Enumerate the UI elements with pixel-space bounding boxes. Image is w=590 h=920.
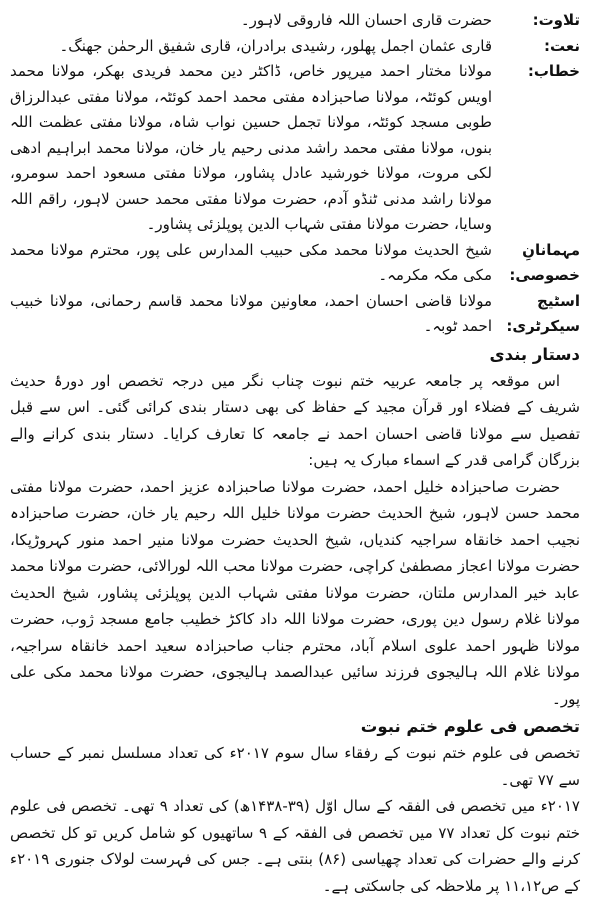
section-heading-takhassus: تخصص فی علوم ختم نبوت	[360, 717, 580, 736]
entry-label: تلاوت:	[532, 11, 580, 29]
entry-label: مہمانانِ خصوصی:	[509, 240, 580, 284]
dastar-intro-paragraph: اس موقعہ پر جامعہ عربیہ ختم نبوت چناب نگر میں درجہ تخصص اور دورۂ حدیث شریف کے فضلاء اور قرآن مجید کے حفاظ کی بھی دستار بندی کرائی گئی۔ اس سے قبل تفصیل سے مولانا قاضی احسان احمد نے جامعہ کا تعارف کرایا۔ دستار بندی کرانے والے بزرگان گرامی قدر کے اسماء مبارک یہ ہیں:	[10, 371, 580, 469]
section-heading-dastar: دستار بندی	[489, 344, 580, 364]
entry-guests	[10, 238, 580, 289]
entry-value: مولانا قاضی احسان احمد، معاونین مولانا محمد قاسم رحمانی، مولانا خبیب احمد ٹوبہ۔	[10, 291, 492, 335]
entry-stage-secretary	[10, 289, 580, 340]
entry-value: حضرت قاری احسان اللہ فاروقی لاہور۔	[240, 11, 492, 29]
takhassus-paragraph-1: تخصص فی علوم ختم نبوت کے رفقاء سال سوم ۲۰۱۷ء کی تعداد مسلسل نمبر کے حساب سے ۷۷ تھی۔	[10, 744, 580, 789]
entry-naat	[10, 34, 580, 60]
takhassus-paragraph-2: ۲۰۱۷ء میں تخصص فی الفقہ کے سال اوّل (۳۹-۱۴۳۸ھ) کی تعداد ۹ تھی۔ تخصص فی علوم ختم نبوت کل تعداد ۷۷ میں تخصص فی الفقہ کے ۹ ساتھیوں کو شامل کریں تو کل تخصص کرنے والے حضرات کی تعداد چھیاسی (۸۶) بنتی ہے۔ جس کی فہرست لولاک جنوری ۲۰۱۹ء کے ص۱۱،۱۲ پر ملاحظہ کی جاسکتی ہے۔	[10, 797, 580, 895]
entry-value: شیخ الحدیث مولانا محمد مکی حبیب المدارس علی پور، محترم مولانا محمد مکی مکہ مکرمہ۔	[10, 240, 492, 284]
entry-tilawat	[10, 8, 580, 34]
entry-label: نعت:	[544, 36, 580, 55]
entry-khitab	[10, 59, 580, 238]
entry-label: خطاب:	[527, 62, 580, 80]
entry-value: قاری عثمان اجمل پھلور، رشیدی برادران، قاری شفیق الرحمٰن جھنگ۔	[59, 36, 492, 55]
entry-value: مولانا مختار احمد میرپور خاص، ڈاکٹر دین محمد فریدی بھکر، مولانا محمد اویس کوئٹہ، مولانا صاحبزادہ مفتی محمد احمد کوئٹہ، مولانا مفتی عبدالرزاق طوبی مسجد کوئٹہ، مولانا تجمل حسین نواب شاہ، مولانا مفتی عظمت اللہ بنوں، مولانا مفتی محمد راشد مدنی رحیم یار خان، مولانا محمد ابراہیم ادھی لکی مروت، مولانا خورشید عادل پشاور، مولانا مفتی مسعود احمد سومرو، مولانا راشد مدنی ٹنڈو آدم، حضرت مولانا مفتی محمد حسن لاہور، راقم اللہ وسایا، حضرت مولانا مفتی شہاب الدین پوپلزئی پشاور۔	[10, 62, 492, 233]
dastar-names-paragraph: حضرت صاحبزادہ خلیل احمد، حضرت مولانا صاحبزادہ عزیز احمد، حضرت مولانا مفتی محمد حسن لاہور، شیخ الحدیث حضرت مولانا خلیل اللہ رحیم یار خان، حضرت صاحبزادہ نجیب احمد خانقاہ سراجیہ کندیاں، شیخ الحدیث حضرت مولانا منیر احمد منور کہروڑپکا، حضرت مولانا اعجاز مصطفیٰ کراچی، حضرت مولانا محب اللہ لورالائی، حضرت مولانا محمد عابد خیر المدارس ملتان، حضرت مولانا مفتی شہاب الدین پوپلزئی پشاور، شیخ الحدیث مولانا غلام رسول دین پوری، حضرت مولانا اللہ داد کاکڑ خطیب جامع مسجد ژوب، حضرت مولانا ظہور احمد علوی اسلام آباد، محترم جناب صاحبزادہ سعید احمد خانقاہ سراجیہ، مولانا غلام اللہ ہالیجوی فرزند سائیں عبدالصمد ہالیجوی، حضرت مولانا محمد مکی علی پور۔	[10, 477, 580, 708]
entry-label: اسٹیج سیکرٹری:	[506, 291, 580, 335]
